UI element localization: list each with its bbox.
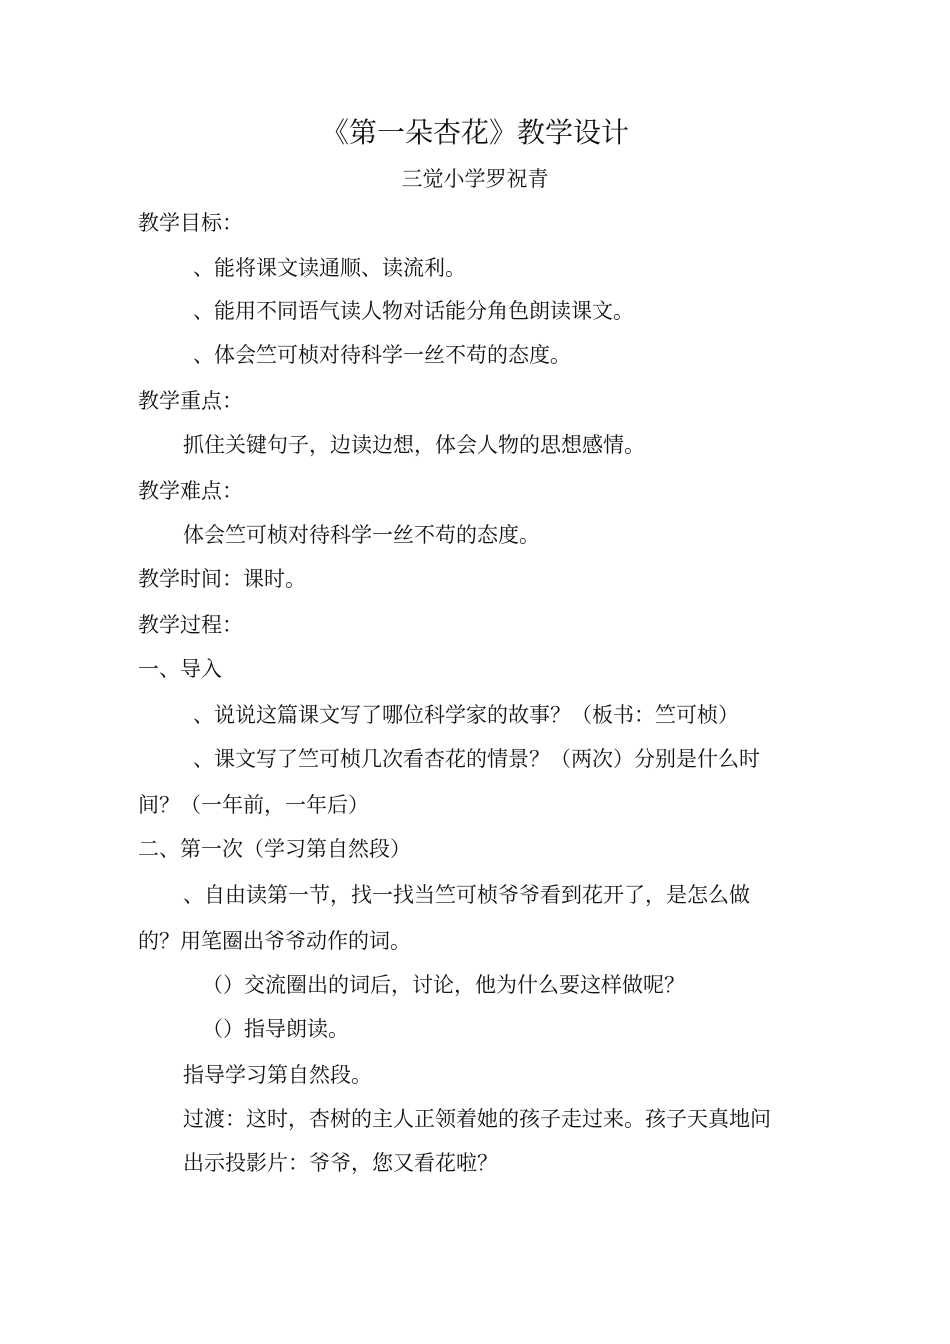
section1-heading: 一、导入	[138, 657, 222, 681]
section1-item-2: 、课文写了竺可桢几次看杏花的情景？（两次）分别是什么时	[193, 747, 760, 771]
section1-item-2-cont: 间？（一年前，一年后）	[138, 793, 369, 817]
document-author: 三觉小学罗祝青	[401, 167, 549, 191]
section2-line-2: 的？用笔圈出爷爷动作的词。	[138, 929, 411, 953]
section2-line-6: 过渡：这时，杏树的主人正领着她的孩子走过来。孩子天真地问	[183, 1107, 771, 1131]
section1-item-1: 、说说这篇课文写了哪位科学家的故事？（板书：竺可桢）	[193, 703, 739, 727]
section2-line-1: 、自由读第一节，找一找当竺可桢爷爷看到花开了，是怎么做	[183, 883, 750, 907]
section2-line-3: （）交流圈出的词后，讨论，他为什么要这样做呢？	[202, 973, 685, 997]
document-title: 《第一朵杏花》教学设计	[320, 116, 629, 149]
goal-item-3: 、体会竺可桢对待科学一丝不苟的态度。	[193, 343, 571, 367]
section2-heading: 二、第一次（学习第自然段）	[138, 837, 411, 861]
section2-line-5: 指导学习第自然段。	[183, 1063, 372, 1087]
process-heading: 教学过程：	[138, 613, 243, 637]
key-text: 抓住关键句子，边读边想，体会人物的思想感情。	[183, 433, 645, 457]
section2-line-4: （）指导朗读。	[202, 1017, 349, 1041]
goal-item-1: 、能将课文读通顺、读流利。	[193, 256, 466, 280]
goal-item-2: 、能用不同语气读人物对话能分角色朗读课文。	[193, 299, 634, 323]
section2-line-7: 出示投影片：爷爷，您又看花啦？	[183, 1151, 498, 1175]
goals-heading: 教学目标：	[138, 211, 243, 235]
key-heading: 教学重点：	[138, 389, 243, 413]
time-line: 教学时间：课时。	[138, 567, 306, 591]
difficulty-heading: 教学难点：	[138, 479, 243, 503]
difficulty-text: 体会竺可桢对待科学一丝不苟的态度。	[183, 523, 540, 547]
